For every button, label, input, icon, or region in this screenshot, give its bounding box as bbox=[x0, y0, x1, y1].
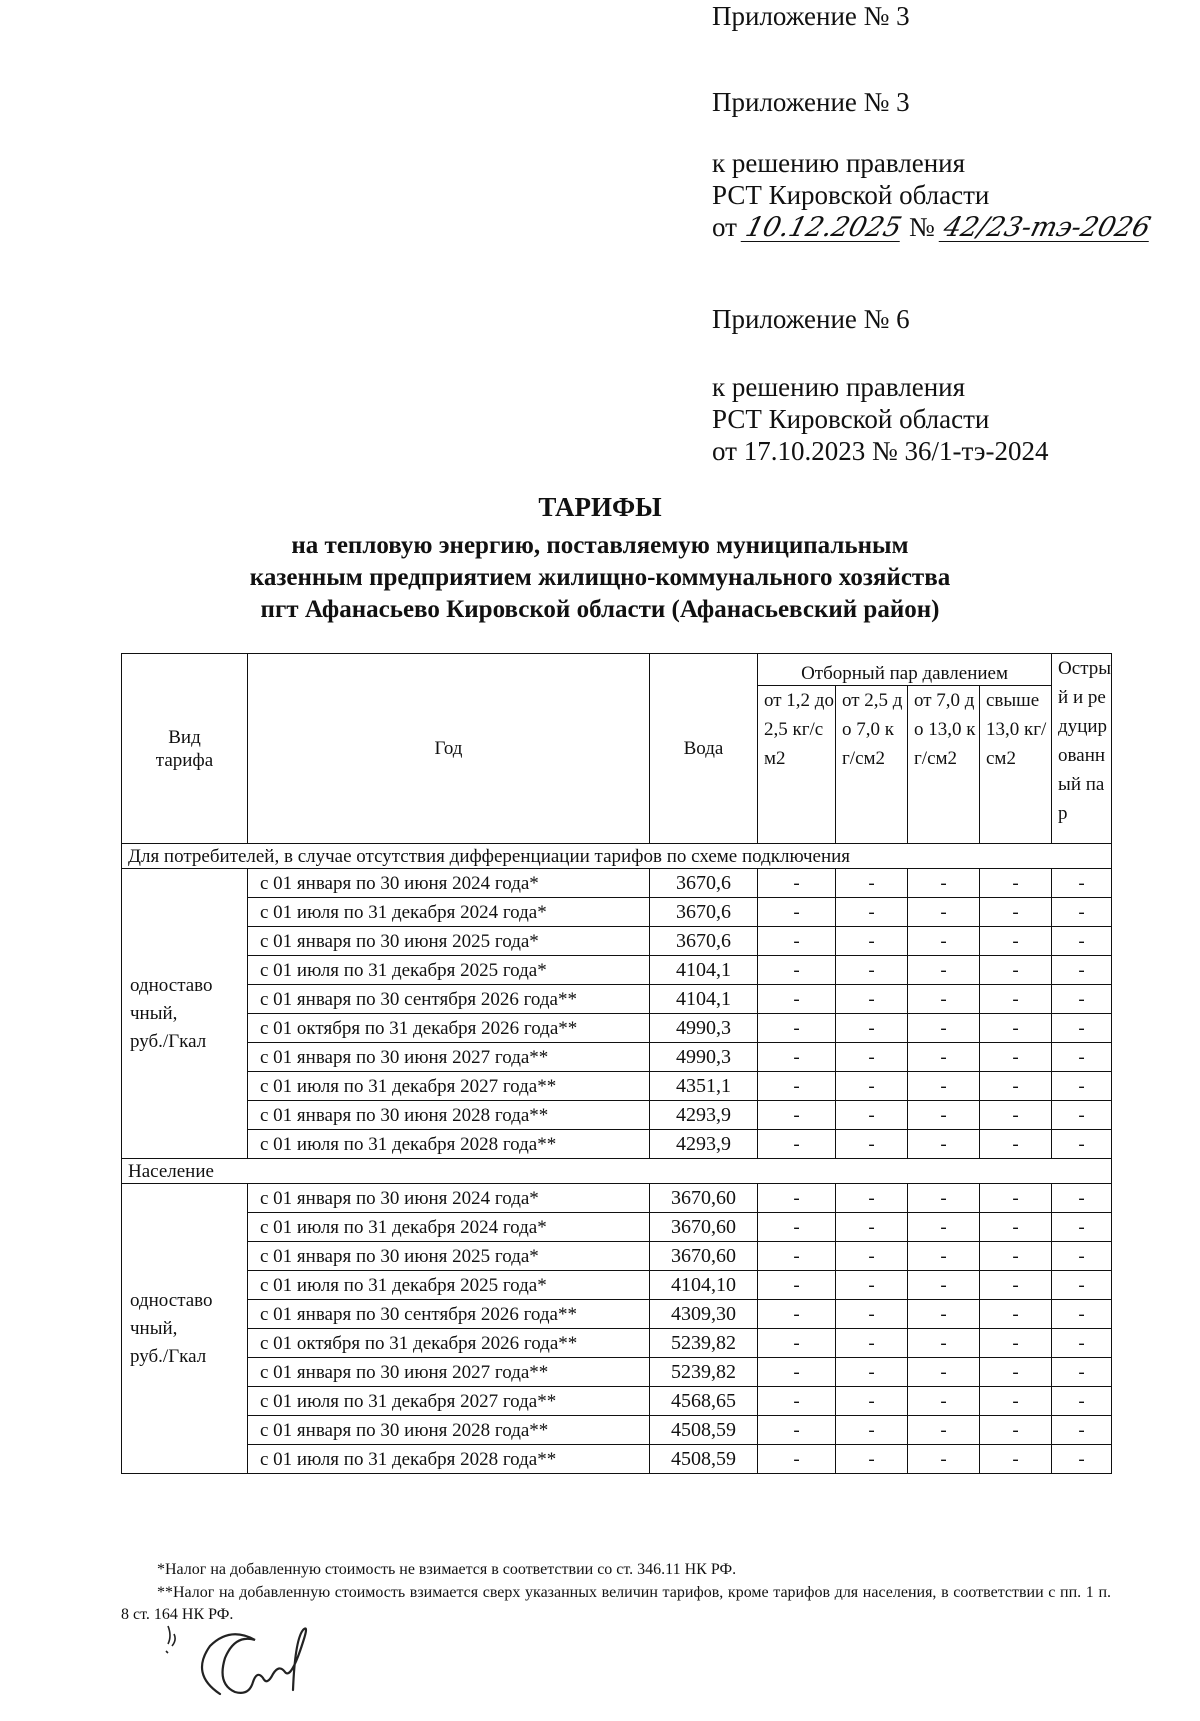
empty-tariff-cell: - bbox=[836, 1387, 908, 1416]
empty-tariff-cell: - bbox=[758, 1358, 836, 1387]
empty-tariff-cell: - bbox=[1052, 1072, 1112, 1101]
empty-tariff-cell: - bbox=[908, 1300, 980, 1329]
water-tariff-cell: 3670,6 bbox=[650, 927, 758, 956]
empty-tariff-cell: - bbox=[758, 1213, 836, 1242]
empty-tariff-cell: - bbox=[1052, 1014, 1112, 1043]
water-tariff-cell: 4293,9 bbox=[650, 1130, 758, 1159]
appendix6-line2: РСТ Кировской области bbox=[712, 404, 990, 434]
empty-tariff-cell: - bbox=[836, 1242, 908, 1271]
empty-tariff-cell: - bbox=[908, 1043, 980, 1072]
document-title: ТАРИФЫ bbox=[538, 492, 662, 522]
period-cell: с 01 января по 30 сентября 2026 года** bbox=[248, 985, 650, 1014]
empty-tariff-cell: - bbox=[1052, 1130, 1112, 1159]
water-tariff-cell: 4104,10 bbox=[650, 1271, 758, 1300]
table-row bbox=[122, 1300, 1112, 1329]
appendix3-reference bbox=[712, 147, 1154, 243]
empty-tariff-cell: - bbox=[980, 1213, 1052, 1242]
empty-tariff-cell: - bbox=[758, 1184, 836, 1213]
table-row bbox=[122, 1416, 1112, 1445]
period-cell: с 01 января по 30 июня 2025 года* bbox=[248, 927, 650, 956]
document-subtitle-line2: казенным предприятием жилищно-коммунального хозяйства bbox=[249, 564, 951, 591]
empty-tariff-cell: - bbox=[1052, 898, 1112, 927]
header-steam-group: Отборный пар давлением bbox=[758, 654, 1052, 686]
header-sharp-steam: Острый и редуцированный пар bbox=[1052, 654, 1112, 844]
empty-tariff-cell: - bbox=[836, 1043, 908, 1072]
appendix3-line2: РСТ Кировской области bbox=[712, 180, 990, 210]
water-tariff-cell: 3670,60 bbox=[650, 1242, 758, 1271]
empty-tariff-cell: - bbox=[836, 1445, 908, 1474]
empty-tariff-cell: - bbox=[758, 1300, 836, 1329]
empty-tariff-cell: - bbox=[758, 1387, 836, 1416]
table-row bbox=[122, 985, 1112, 1014]
appendix6-title-text: Приложение № 6 bbox=[712, 304, 910, 334]
water-tariff-cell: 4104,1 bbox=[650, 985, 758, 1014]
empty-tariff-cell: - bbox=[836, 956, 908, 985]
empty-tariff-cell: - bbox=[980, 898, 1052, 927]
empty-tariff-cell: - bbox=[836, 1184, 908, 1213]
water-tariff-cell: 3670,6 bbox=[650, 869, 758, 898]
table-row bbox=[122, 1271, 1112, 1300]
footnote-1: *Налог на добавленную стоимость не взимается в соответствии со ст. 346.11 НК РФ. bbox=[157, 1561, 737, 1578]
tariff-type-line: одноставо bbox=[130, 1289, 213, 1311]
table-row bbox=[122, 927, 1112, 956]
empty-tariff-cell: - bbox=[758, 1043, 836, 1072]
empty-tariff-cell: - bbox=[758, 1329, 836, 1358]
empty-tariff-cell: - bbox=[908, 1184, 980, 1213]
water-tariff-cell: 4990,3 bbox=[650, 1043, 758, 1072]
empty-tariff-cell: - bbox=[758, 1416, 836, 1445]
footnote-2: **Налог на добавленную стоимость взимается сверх указанных величин тарифов, кроме тарифов для населения, в соответствии с пп. 1 п. 8 ст. 164 НК РФ. bbox=[121, 1584, 1111, 1623]
period-cell: с 01 января по 30 июня 2024 года* bbox=[248, 1184, 650, 1213]
empty-tariff-cell: - bbox=[836, 1130, 908, 1159]
empty-tariff-cell: - bbox=[758, 869, 836, 898]
water-tariff-cell: 4104,1 bbox=[650, 956, 758, 985]
empty-tariff-cell: - bbox=[758, 985, 836, 1014]
empty-tariff-cell: - bbox=[908, 1014, 980, 1043]
tariff-type-line: чный, bbox=[130, 1317, 178, 1339]
tariff-type-line: руб./Гкал bbox=[130, 1030, 207, 1052]
period-cell: с 01 июля по 31 декабря 2028 года** bbox=[248, 1445, 650, 1474]
water-tariff-cell: 3670,60 bbox=[650, 1184, 758, 1213]
tariff-type-line: чный, bbox=[130, 1002, 178, 1024]
empty-tariff-cell: - bbox=[836, 1014, 908, 1043]
empty-tariff-cell: - bbox=[1052, 1271, 1112, 1300]
empty-tariff-cell: - bbox=[980, 1014, 1052, 1043]
empty-tariff-cell: - bbox=[836, 1300, 908, 1329]
water-tariff-cell: 5239,82 bbox=[650, 1358, 758, 1387]
empty-tariff-cell: - bbox=[908, 1242, 980, 1271]
appendix6-line3: от 17.10.2023 № 36/1-тэ-2024 bbox=[712, 436, 1049, 466]
table-row bbox=[122, 1242, 1112, 1271]
empty-tariff-cell: - bbox=[908, 1271, 980, 1300]
empty-tariff-cell: - bbox=[758, 1101, 836, 1130]
tariff-type-line: руб./Гкал bbox=[130, 1345, 207, 1367]
empty-tariff-cell: - bbox=[980, 1358, 1052, 1387]
table-row bbox=[122, 1184, 1112, 1213]
tariff-table bbox=[121, 653, 1112, 1474]
empty-tariff-cell: - bbox=[836, 869, 908, 898]
header-water: Вода bbox=[650, 654, 758, 844]
header-steam-2: от 2,5 до 7,0 кг/см2 bbox=[836, 686, 908, 844]
period-cell: с 01 января по 30 июня 2028 года** bbox=[248, 1101, 650, 1130]
empty-tariff-cell: - bbox=[1052, 1445, 1112, 1474]
water-tariff-cell: 4990,3 bbox=[650, 1014, 758, 1043]
period-cell: с 01 января по 30 июня 2027 года** bbox=[248, 1358, 650, 1387]
empty-tariff-cell: - bbox=[758, 898, 836, 927]
empty-tariff-cell: - bbox=[758, 1014, 836, 1043]
empty-tariff-cell: - bbox=[980, 869, 1052, 898]
empty-tariff-cell: - bbox=[908, 1358, 980, 1387]
table-row bbox=[122, 898, 1112, 927]
period-cell: с 01 октября по 31 декабря 2026 года** bbox=[248, 1329, 650, 1358]
empty-tariff-cell: - bbox=[980, 927, 1052, 956]
empty-tariff-cell: - bbox=[908, 985, 980, 1014]
empty-tariff-cell: - bbox=[980, 985, 1052, 1014]
table-row bbox=[122, 1130, 1112, 1159]
appendix6-title-line bbox=[712, 303, 910, 335]
empty-tariff-cell: - bbox=[1052, 1184, 1112, 1213]
table-row bbox=[122, 1213, 1112, 1242]
empty-tariff-cell: - bbox=[1052, 1043, 1112, 1072]
empty-tariff-cell: - bbox=[908, 1101, 980, 1130]
header-steam-4: свыше 13,0 кг/см2 bbox=[980, 686, 1052, 844]
empty-tariff-cell: - bbox=[758, 1130, 836, 1159]
empty-tariff-cell: - bbox=[836, 1271, 908, 1300]
document-subtitle bbox=[0, 530, 1200, 626]
appendix3-date-prefix: от bbox=[712, 212, 737, 242]
empty-tariff-cell: - bbox=[836, 1358, 908, 1387]
empty-tariff-cell: - bbox=[758, 1445, 836, 1474]
empty-tariff-cell: - bbox=[908, 869, 980, 898]
appendix3-title-line bbox=[712, 86, 910, 118]
empty-tariff-cell: - bbox=[980, 1242, 1052, 1271]
table-row bbox=[122, 1445, 1112, 1474]
appendix3-number-prefix: № bbox=[909, 212, 935, 242]
table-row bbox=[122, 1043, 1112, 1072]
empty-tariff-cell: - bbox=[758, 1072, 836, 1101]
period-cell: с 01 октября по 31 декабря 2026 года** bbox=[248, 1014, 650, 1043]
empty-tariff-cell: - bbox=[836, 1329, 908, 1358]
water-tariff-cell: 3670,6 bbox=[650, 898, 758, 927]
empty-tariff-cell: - bbox=[980, 1300, 1052, 1329]
empty-tariff-cell: - bbox=[908, 898, 980, 927]
period-cell: с 01 января по 30 июня 2027 года** bbox=[248, 1043, 650, 1072]
empty-tariff-cell: - bbox=[1052, 985, 1112, 1014]
period-cell: с 01 июля по 31 декабря 2024 года* bbox=[248, 898, 650, 927]
empty-tariff-cell: - bbox=[980, 1387, 1052, 1416]
empty-tariff-cell: - bbox=[1052, 1358, 1112, 1387]
table-row bbox=[122, 1358, 1112, 1387]
empty-tariff-cell: - bbox=[908, 1072, 980, 1101]
appendix6-line1: к решению правления bbox=[712, 372, 966, 402]
empty-tariff-cell: - bbox=[758, 1271, 836, 1300]
table-row bbox=[122, 1329, 1112, 1358]
empty-tariff-cell: - bbox=[1052, 927, 1112, 956]
empty-tariff-cell: - bbox=[758, 927, 836, 956]
water-tariff-cell: 3670,60 bbox=[650, 1213, 758, 1242]
empty-tariff-cell: - bbox=[1052, 1387, 1112, 1416]
header-year: Год bbox=[248, 654, 650, 844]
empty-tariff-cell: - bbox=[836, 1416, 908, 1445]
section-label: Население bbox=[122, 1159, 1112, 1184]
empty-tariff-cell: - bbox=[1052, 1242, 1112, 1271]
table-row bbox=[122, 869, 1112, 898]
empty-tariff-cell: - bbox=[980, 1184, 1052, 1213]
appendix3-handwritten-date: 10.12.2025 bbox=[742, 212, 905, 243]
empty-tariff-cell: - bbox=[836, 898, 908, 927]
empty-tariff-cell: - bbox=[1052, 1101, 1112, 1130]
period-cell: с 01 июля по 31 декабря 2027 года** bbox=[248, 1072, 650, 1101]
tariff-type-line: одноставо bbox=[130, 974, 213, 996]
table-row bbox=[122, 1387, 1112, 1416]
empty-tariff-cell: - bbox=[1052, 956, 1112, 985]
water-tariff-cell: 4293,9 bbox=[650, 1101, 758, 1130]
table-row bbox=[122, 1072, 1112, 1101]
period-cell: с 01 июля по 31 декабря 2024 года* bbox=[248, 1213, 650, 1242]
appendix3-title-text: Приложение № 3 bbox=[712, 87, 910, 117]
period-cell: с 01 января по 30 июня 2028 года** bbox=[248, 1416, 650, 1445]
empty-tariff-cell: - bbox=[1052, 1213, 1112, 1242]
water-tariff-cell: 4309,30 bbox=[650, 1300, 758, 1329]
appendix3-handwritten-number: 42/23-тэ-2026 bbox=[939, 212, 1154, 243]
header-steam-1: от 1,2 до 2,5 кг/см2 bbox=[758, 686, 836, 844]
empty-tariff-cell: - bbox=[980, 1072, 1052, 1101]
empty-tariff-cell: - bbox=[980, 1101, 1052, 1130]
empty-tariff-cell: - bbox=[1052, 1416, 1112, 1445]
appendix6-reference bbox=[712, 371, 1049, 467]
water-tariff-cell: 4568,65 bbox=[650, 1387, 758, 1416]
empty-tariff-cell: - bbox=[758, 1242, 836, 1271]
document-subtitle-line3: пгт Афанасьево Кировской области (Афанасьевский район) bbox=[260, 596, 940, 623]
empty-tariff-cell: - bbox=[836, 1072, 908, 1101]
appendix3-date-line bbox=[712, 211, 1154, 243]
empty-tariff-cell: - bbox=[980, 1445, 1052, 1474]
table-row bbox=[122, 1014, 1112, 1043]
appendix3-title: Приложение № 3 bbox=[712, 1, 910, 31]
empty-tariff-cell: - bbox=[908, 927, 980, 956]
header-steam-3: от 7,0 до 13,0 кг/см2 bbox=[908, 686, 980, 844]
document-subtitle-line1: на тепловую энергию, поставляемую муниципальным bbox=[291, 532, 909, 559]
empty-tariff-cell: - bbox=[908, 1130, 980, 1159]
water-tariff-cell: 4508,59 bbox=[650, 1445, 758, 1474]
period-cell: с 01 июля по 31 декабря 2025 года* bbox=[248, 956, 650, 985]
empty-tariff-cell: - bbox=[980, 1130, 1052, 1159]
tariff-type-cell bbox=[122, 869, 248, 1159]
tariff-type-cell bbox=[122, 1184, 248, 1474]
empty-tariff-cell: - bbox=[980, 1271, 1052, 1300]
empty-tariff-cell: - bbox=[1052, 869, 1112, 898]
empty-tariff-cell: - bbox=[908, 1387, 980, 1416]
appendix3-line1: к решению правления bbox=[712, 148, 966, 178]
empty-tariff-cell: - bbox=[1052, 1300, 1112, 1329]
water-tariff-cell: 5239,82 bbox=[650, 1329, 758, 1358]
empty-tariff-cell: - bbox=[836, 1213, 908, 1242]
empty-tariff-cell: - bbox=[836, 985, 908, 1014]
empty-tariff-cell: - bbox=[980, 956, 1052, 985]
handwritten-signature bbox=[160, 1606, 360, 1706]
empty-tariff-cell: - bbox=[1052, 1329, 1112, 1358]
empty-tariff-cell: - bbox=[836, 927, 908, 956]
table-row bbox=[122, 956, 1112, 985]
table-row bbox=[122, 1101, 1112, 1130]
period-cell: с 01 января по 30 июня 2025 года* bbox=[248, 1242, 650, 1271]
period-cell: с 01 июля по 31 декабря 2028 года** bbox=[248, 1130, 650, 1159]
period-cell: с 01 июля по 31 декабря 2027 года** bbox=[248, 1387, 650, 1416]
water-tariff-cell: 4351,1 bbox=[650, 1072, 758, 1101]
empty-tariff-cell: - bbox=[758, 956, 836, 985]
empty-tariff-cell: - bbox=[908, 1416, 980, 1445]
section-label: Для потребителей, в случае отсутствия дифференциации тарифов по схеме подключения bbox=[122, 844, 1112, 869]
empty-tariff-cell: - bbox=[836, 1101, 908, 1130]
period-cell: с 01 января по 30 июня 2024 года* bbox=[248, 869, 650, 898]
period-cell: с 01 июля по 31 декабря 2025 года* bbox=[248, 1271, 650, 1300]
empty-tariff-cell: - bbox=[980, 1416, 1052, 1445]
empty-tariff-cell: - bbox=[908, 1445, 980, 1474]
water-tariff-cell: 4508,59 bbox=[650, 1416, 758, 1445]
empty-tariff-cell: - bbox=[980, 1043, 1052, 1072]
empty-tariff-cell: - bbox=[908, 1329, 980, 1358]
empty-tariff-cell: - bbox=[980, 1329, 1052, 1358]
empty-tariff-cell: - bbox=[908, 956, 980, 985]
empty-tariff-cell: - bbox=[908, 1213, 980, 1242]
period-cell: с 01 января по 30 сентября 2026 года** bbox=[248, 1300, 650, 1329]
header-tariff-type: Вид тарифа bbox=[122, 654, 248, 844]
